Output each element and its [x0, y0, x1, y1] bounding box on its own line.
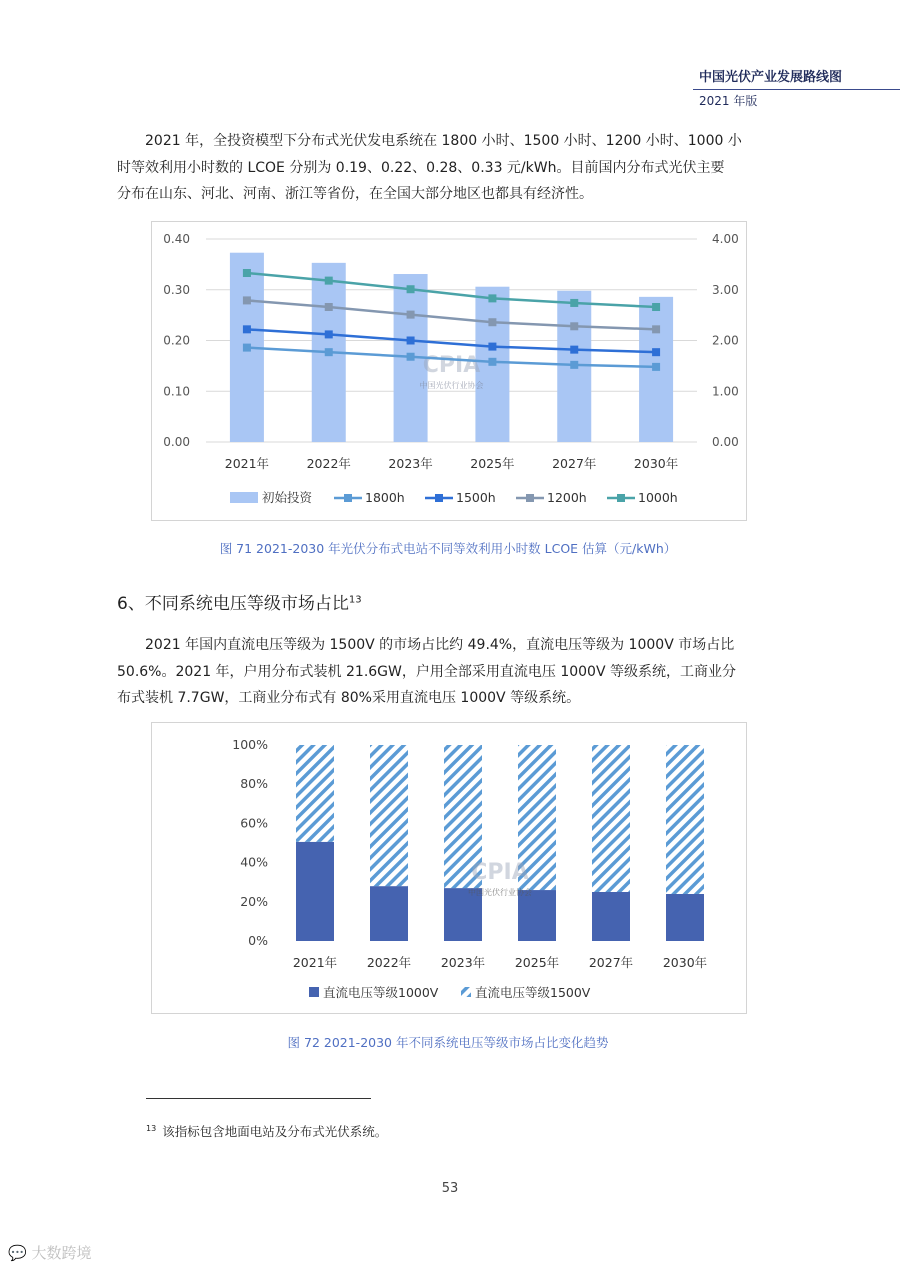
legend-label: 1500h: [456, 490, 496, 505]
figure-71-caption: 图 71 2021-2030 年光伏分布式电站不同等效利用小时数 LCOE 估算（元/kWh）: [219, 541, 677, 556]
marker-1800h: [243, 344, 251, 352]
bar-1500v: [296, 745, 334, 842]
x-axis-label: 2022年: [306, 456, 351, 471]
paragraph-line: 时等效利用小时数的 LCOE 分别为 0.19、0.22、0.28、0.33 元/kWh。目前国内分布式光伏主要: [117, 159, 725, 176]
bar-1000v: [296, 842, 334, 941]
marker-1500h: [488, 343, 496, 351]
marker-1200h: [325, 303, 333, 311]
brand-logo-icon: 💬: [8, 1244, 27, 1262]
marker-1000h: [652, 303, 660, 311]
marker-1000h: [488, 294, 496, 302]
right-axis-tick: 2.00: [712, 333, 739, 348]
bar-1500v: [370, 745, 408, 886]
watermark-cpia: CPIA: [422, 353, 481, 378]
right-axis-tick: 3.00: [712, 282, 739, 297]
marker-1800h: [488, 358, 496, 366]
right-axis-tick: 0.00: [712, 435, 739, 449]
chart-voltage-share: [151, 722, 747, 1014]
marker-1000h: [243, 269, 251, 277]
paragraph-line: 布式装机 7.7GW，工商业分布式有 80%采用直流电压 1000V 等级系统。: [117, 690, 581, 706]
bar-1000v: [666, 894, 704, 941]
watermark-subtitle: 中国光伏行业协会: [468, 888, 532, 897]
section-title: [117, 589, 362, 614]
x-axis-label: 2025年: [514, 955, 560, 970]
marker-1200h: [243, 296, 251, 304]
left-axis-tick: 0.10: [163, 384, 190, 399]
legend-swatch-1000v: [309, 987, 319, 997]
marker-1500h: [570, 346, 578, 354]
legend-marker-swatch: [526, 494, 534, 502]
x-axis-label: 2030年: [662, 955, 708, 970]
brand-watermark: [8, 1242, 91, 1263]
marker-1800h: [325, 348, 333, 356]
x-axis-label: 2027年: [552, 456, 597, 471]
x-axis-label: 2023年: [440, 955, 486, 970]
paragraph-line: 分布在山东、河北、河南、浙江等省份，在全国大部分地区也都具有经济性。: [117, 186, 593, 202]
section-title-text: 6、不同系统电压等级市场占比: [117, 594, 349, 614]
running-header: [693, 68, 900, 109]
marker-1200h: [407, 311, 415, 319]
chart-voltage-svg: [152, 723, 746, 1013]
header-edition: 2021 年版: [699, 94, 758, 108]
x-axis-label: 2027年: [588, 955, 634, 970]
paragraph-line: 2021 年国内直流电压等级为 1500V 的市场占比约 49.4%，直流电压等级为 1000V 市场占比: [145, 637, 735, 653]
x-axis-label: 2025年: [470, 456, 515, 471]
marker-1500h: [652, 348, 660, 356]
legend-swatch-bar: [230, 492, 258, 503]
left-axis-tick: 0.20: [163, 333, 190, 348]
watermark-subtitle: 中国光伏行业协会: [419, 381, 484, 390]
footnote-text: 该指标包含地面电站及分布式光伏系统。: [162, 1124, 388, 1139]
footnote: [146, 1122, 387, 1140]
bar-1000v: [370, 886, 408, 941]
paragraph-line: 50.6%。2021 年，户用分布式装机 21.6GW，户用全部采用直流电压 1000V 等级系统，工商业分: [117, 663, 736, 680]
chart-lcoe: [151, 221, 747, 521]
y-axis-tick: 20%: [240, 893, 268, 909]
marker-1000h: [570, 299, 578, 307]
legend-marker-swatch: [344, 494, 352, 502]
x-axis-label: 2021年: [292, 955, 338, 970]
bar-1500v: [666, 745, 704, 894]
left-axis-tick: 0.30: [163, 282, 190, 297]
footnote-number: 13: [146, 1123, 157, 1133]
header-title: 中国光伏产业发展路线图: [699, 70, 843, 85]
bar-1000v: [518, 890, 556, 941]
marker-1800h: [652, 363, 660, 371]
y-axis-tick: 40%: [240, 854, 268, 870]
right-axis-tick: 1.00: [712, 384, 739, 399]
footnote-divider: [146, 1098, 371, 1099]
chart-lcoe-svg: [152, 222, 746, 520]
x-axis-label: 2021年: [224, 456, 270, 471]
legend-label: 1800h: [365, 490, 405, 505]
legend-swatch-1500v: [461, 987, 471, 997]
bar-1000v: [592, 892, 630, 941]
marker-1800h: [407, 353, 415, 361]
x-axis-label: 2030年: [633, 456, 679, 471]
paragraph-lcoe: [117, 128, 787, 208]
marker-1000h: [407, 285, 415, 293]
header-divider: [693, 89, 900, 90]
marker-1500h: [407, 337, 415, 345]
marker-1500h: [243, 325, 251, 333]
marker-1000h: [325, 277, 333, 285]
y-axis-tick: 100%: [232, 737, 268, 752]
marker-1200h: [488, 318, 496, 326]
figure-72-caption: 图 72 2021-2030 年不同系统电压等级市场占比变化趋势: [287, 1035, 609, 1050]
marker-1200h: [570, 322, 578, 330]
legend-label: 直流电压等级1500V: [475, 985, 591, 1000]
right-axis-tick: 4.00: [712, 232, 739, 246]
legend-label: 直流电压等级1000V: [323, 985, 439, 1000]
y-axis-tick: 80%: [240, 776, 268, 792]
footnote-ref[interactable]: 13: [348, 594, 362, 606]
legend-label: 1000h: [638, 490, 678, 505]
left-axis-tick: 0.00: [163, 435, 190, 449]
marker-1200h: [652, 325, 660, 333]
watermark-cpia: CPIA: [471, 860, 529, 885]
brand-watermark-text: 大数跨境: [31, 1244, 92, 1262]
paragraph-voltage: [117, 632, 787, 712]
bar-1500v: [592, 745, 630, 892]
paragraph-line: 2021 年，全投资模型下分布式光伏发电系统在 1800 小时、1500 小时、1200 小时、1000 小: [145, 133, 742, 149]
legend-label: 1200h: [547, 490, 587, 505]
left-axis-tick: 0.40: [163, 232, 190, 246]
y-axis-tick: 0%: [248, 933, 268, 948]
x-axis-label: 2023年: [388, 456, 433, 471]
legend-marker-swatch: [617, 494, 625, 502]
legend-label: 初始投资: [262, 490, 313, 505]
marker-1800h: [570, 361, 578, 369]
legend-marker-swatch: [435, 494, 443, 502]
y-axis-tick: 60%: [240, 815, 268, 831]
x-axis-label: 2022年: [366, 955, 412, 970]
marker-1500h: [325, 330, 333, 338]
page-number: 53: [441, 1181, 459, 1196]
